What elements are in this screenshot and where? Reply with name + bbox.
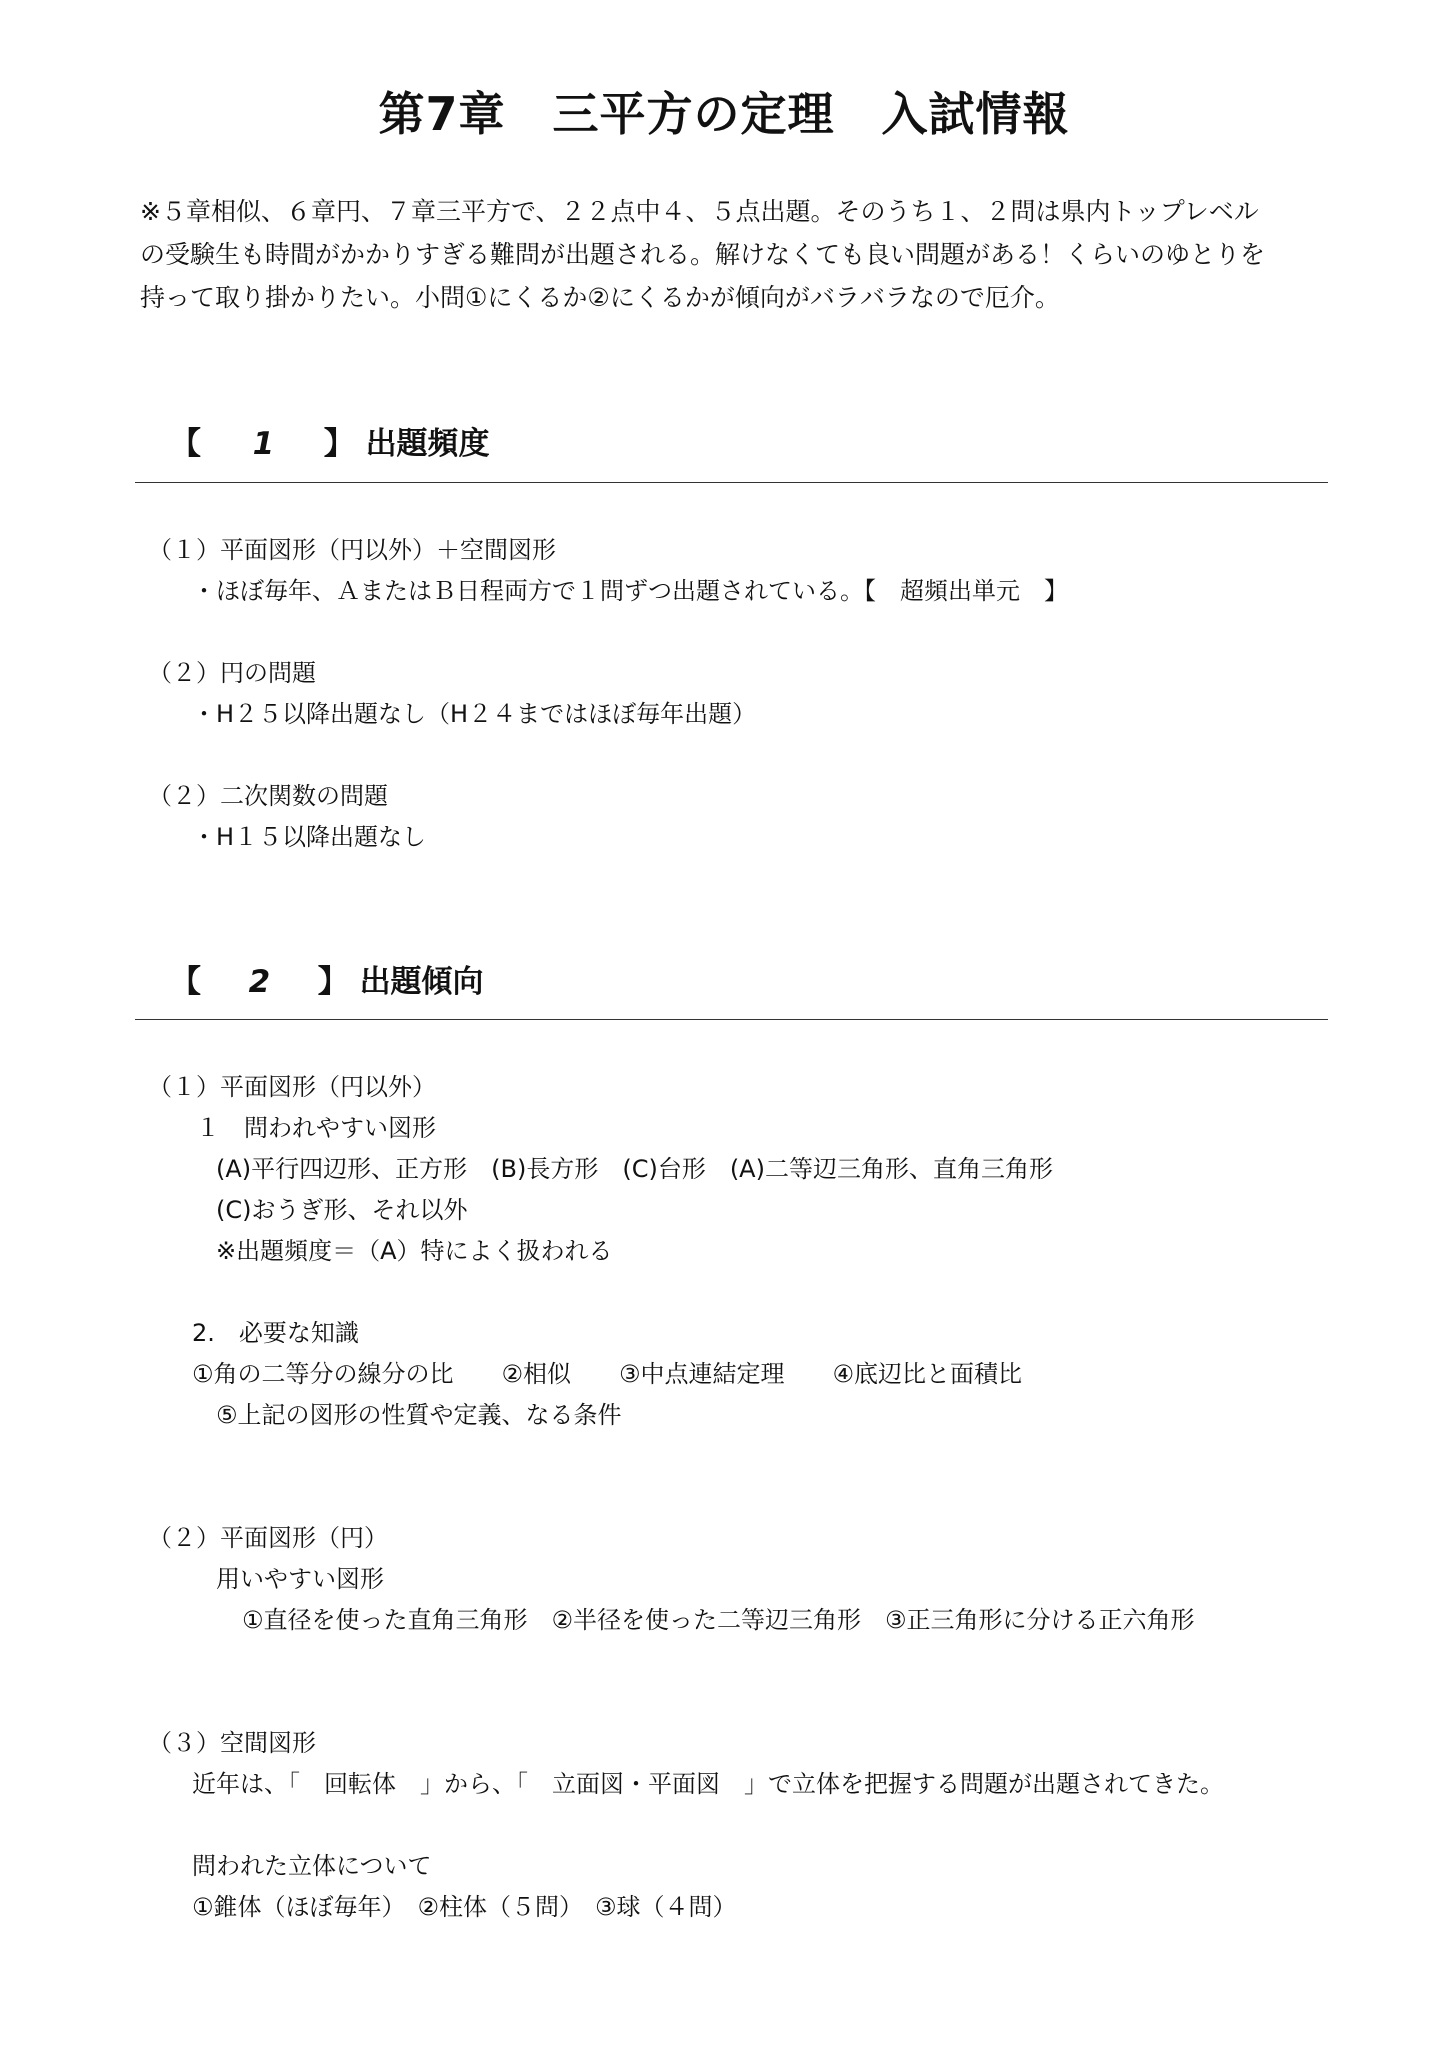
item-label: （１）平面図形（円以外） xyxy=(148,1073,436,1101)
item-label: （２）円の問題 xyxy=(148,659,316,687)
section-number: 1 xyxy=(252,426,275,462)
shapes-line: ①直径を使った直角三角形 ②半径を使った二等辺三角形 ③正三角形に分ける正六角形 xyxy=(242,1606,1195,1634)
section-2-heading xyxy=(170,956,484,1001)
item-label: （３）空間図形 xyxy=(148,1729,316,1757)
sub-heading: 用いやすい図形 xyxy=(216,1565,384,1593)
knowledge-line: ⑤上記の図形の性質や定義、なる条件 xyxy=(216,1401,622,1429)
shapes-line: (C)おうぎ形、それ以外 xyxy=(216,1196,468,1224)
sub-heading: 2. 必要な知識 xyxy=(192,1319,359,1347)
section-number: 2 xyxy=(248,964,271,1000)
solids-line: ①錐体（ほぼ毎年） ②柱体（５問） ③球（４問） xyxy=(192,1893,737,1921)
frequency-note: ※出題頻度＝（A）特によく扱われる xyxy=(216,1237,613,1265)
item-label: （１）平面図形（円以外）＋空間図形 xyxy=(148,536,556,564)
section-1-heading xyxy=(170,418,490,463)
sub-heading: １ 問われやすい図形 xyxy=(196,1114,436,1142)
intro-line: の受験生も時間がかかりすぎる難問が出題される。解けなくても良い問題がある！くらいのゆとりを xyxy=(140,240,1266,269)
bracket-close: 】 xyxy=(323,426,355,462)
item-detail: ・ほぼ毎年、ＡまたはＢ日程両方で１問ずつ出題されている。【 超頻出単元 】 xyxy=(192,577,1068,605)
section-divider xyxy=(135,1019,1328,1020)
bracket-close: 】 xyxy=(317,964,349,1000)
page-title: 第7章 三平方の定理 入試情報 xyxy=(378,87,1070,141)
section-title: 出題頻度 xyxy=(365,426,490,462)
item-detail: ・H１５以降出題なし xyxy=(192,823,427,851)
bracket-open: 【 xyxy=(170,426,201,462)
section-title: 出題傾向 xyxy=(359,964,484,1000)
trend-line: 近年は、「 回転体 」から、「 立面図・平面図 」で立体を把握する問題が出題されてきた。 xyxy=(192,1770,1224,1798)
item-detail: ・H２５以降出題なし（H２４まではほぼ毎年出題） xyxy=(192,700,757,728)
sub-heading: 問われた立体について xyxy=(192,1852,432,1880)
knowledge-line: ①角の二等分の線分の比 ②相似 ③中点連結定理 ④底辺比と面積比 xyxy=(192,1360,1023,1388)
intro-line: 持って取り掛かりたい。小問①にくるか②にくるかが傾向がバラバラなので厄介。 xyxy=(140,283,1060,312)
intro-paragraph xyxy=(140,190,1320,319)
intro-line: ※５章相似、６章円、７章三平方で、２２点中４、５点出題。そのうち１、２問は県内トップレベル xyxy=(140,197,1259,226)
bracket-open: 【 xyxy=(170,964,201,1000)
item-label: （２）平面図形（円） xyxy=(148,1524,388,1552)
section-divider xyxy=(135,482,1328,483)
item-label: （２）二次関数の問題 xyxy=(148,782,388,810)
shapes-line: (A)平行四辺形、正方形 (B)長方形 (C)台形 (A)二等辺三角形、直角三角形 xyxy=(216,1155,1053,1183)
